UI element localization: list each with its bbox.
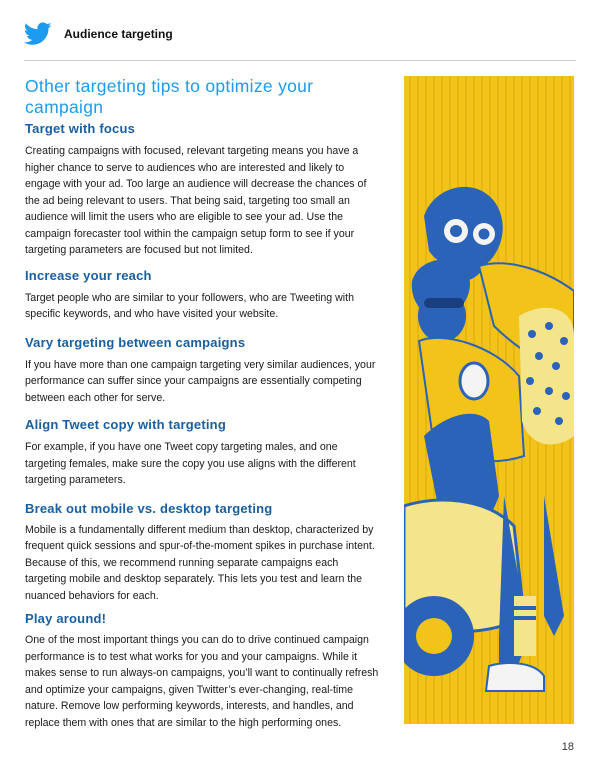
section-heading: Play around! (25, 611, 107, 626)
page-number: 18 (561, 741, 574, 753)
section-increase-reach (25, 268, 380, 323)
hero-photo (404, 76, 574, 724)
section-heading: Vary targeting between campaigns (25, 334, 246, 350)
section-mobile-vs-desktop (25, 501, 380, 605)
section-body: One of the most important things you can do to drive continued campaign performance is to test what works for you and your campaigns. While it makes sense to run always-on campaigns, you’ll want to continually refresh and optimize your campaigns, given Twitter’s ever-changing, real-time nature. Remove low performing keywords, interests, and handles, and replace them with ones that are similar to the high performing ones. (25, 634, 379, 729)
section-target-with-focus (25, 121, 380, 259)
section-align-tweet-copy (25, 417, 380, 489)
section-body: Creating campaigns with focused, relevant targeting means you have a higher chance to serve to audiences who are interested and likely to engage with your ad. Too large an audience will decrease the chances of the ad being relevant to users. That being said, targeting too small an audience will limit the users who are eligible to see your ad. Use the campaign forecaster tool within the campaign setup form to see if your targeting parameters are focused but not limited. (25, 145, 367, 256)
section-body: For example, if you have one Tweet copy targeting males, and one targeting females, make sure the copy you use aligns with the different targeting parameters. (25, 441, 356, 486)
section-heading: Increase your reach (25, 267, 152, 283)
section-play-around (25, 611, 380, 731)
section-vary-targeting (25, 335, 380, 407)
section-body: Target people who are similar to your followers, who are Tweeting with specific keywords, and who have visited your website. (25, 291, 354, 320)
section-body: Mobile is a fundamentally different medium than desktop, characterized by frequent quick sessions and spur-of-the-moment spikes in purchase intent. Because of this, we recommend running separate campaigns each targeting mobile and desktop separately. This lets you test and learn the nuanced behaviors for each. (25, 523, 375, 602)
duotone-scooter-illustration (404, 76, 574, 724)
page-header (24, 20, 173, 48)
section-body: If you have more than one campaign targeting very similar audiences, your performance can suffer since your campaigns are essentially competing between each other for serve. (25, 358, 376, 404)
section-heading: Break out mobile vs. desktop targeting (25, 500, 273, 516)
header-title: Audience targeting (64, 27, 173, 41)
main-content (25, 76, 380, 731)
section-heading: Align Tweet copy with targeting (25, 417, 226, 432)
page-title: Other targeting tips to optimize your campaign (25, 76, 314, 117)
section-heading: Target with focus (25, 121, 136, 136)
header-divider (24, 60, 576, 61)
twitter-bird-icon (24, 22, 52, 46)
